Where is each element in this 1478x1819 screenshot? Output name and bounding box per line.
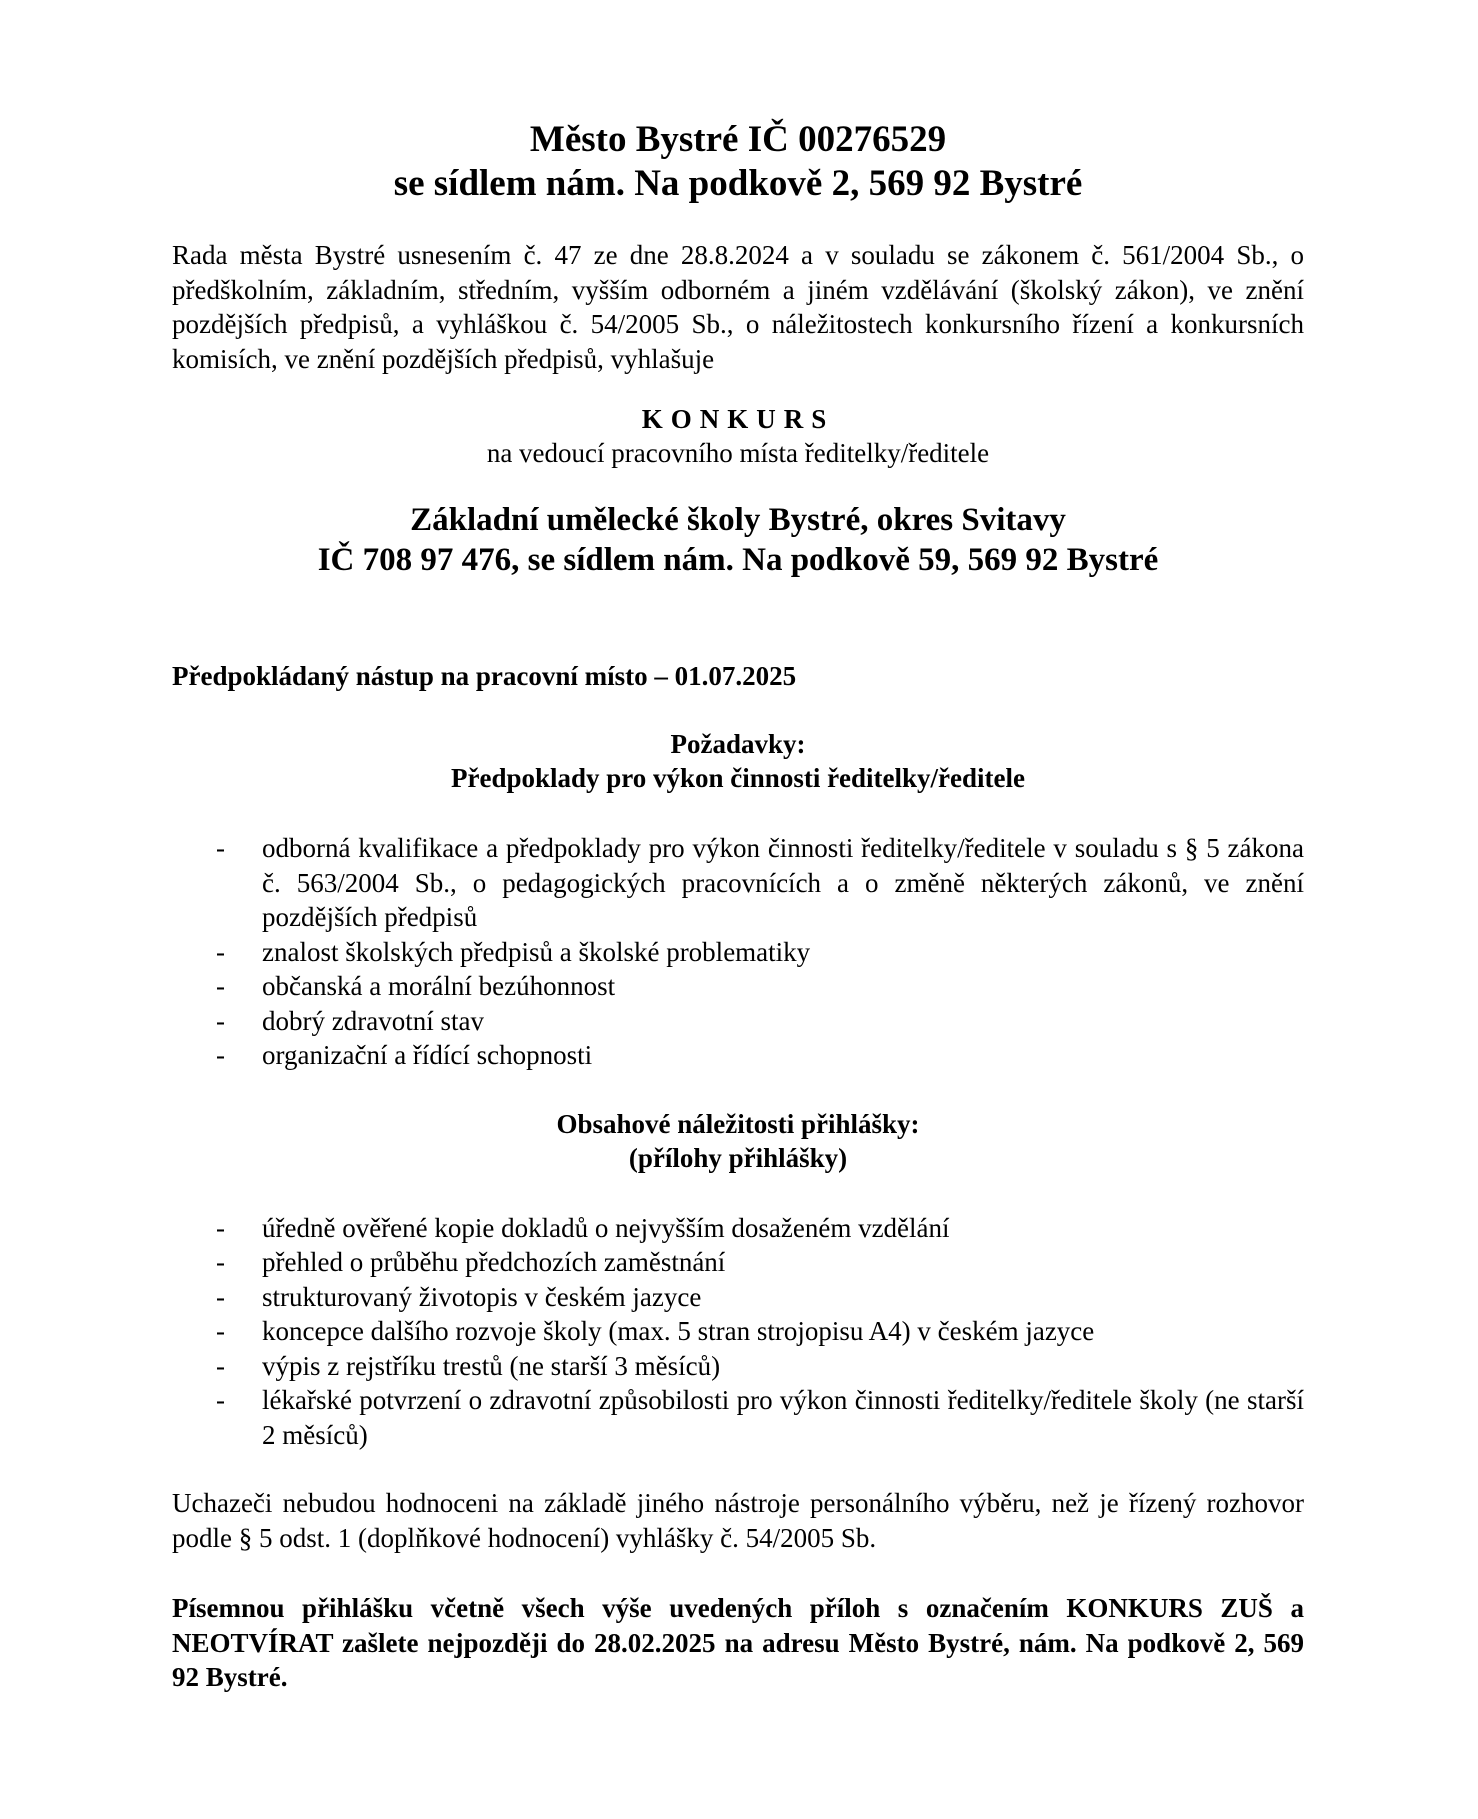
list-item: - občanská a morální bezúhonnost [172, 969, 1304, 1004]
requirements-heading-2: Předpoklady pro výkon činnosti ředitelky/ředitele [450, 763, 1025, 793]
bullet-dash: - [216, 1350, 225, 1381]
attachments-list [172, 1211, 1304, 1453]
konkurs-subtitle: na vedoucí pracovního místa ředitelky/ředitele [486, 438, 990, 468]
list-item: - výpis z rejstříku trestů (ne starší 3 měsíců) [172, 1349, 1304, 1384]
bullet-dash: - [216, 1005, 225, 1036]
school-name [172, 500, 1304, 580]
bullet-dash: - [216, 1281, 225, 1312]
list-item: - dobrý zdravotní stav [172, 1004, 1304, 1039]
title-line-1: Město Bystré IČ 00276529 [529, 119, 947, 160]
evaluation-paragraph: Uchazeči nebudou hodnoceni na základě jiného nástroje personálního výběru, než je řízený rozhovor podle § 5 odst. 1 (doplňkové hodnocení) vyhlášky č. 54/2005 Sb. [172, 1488, 1304, 1553]
attachments-heading [172, 1107, 1304, 1175]
requirements-heading [172, 727, 1304, 795]
bullet-dash: - [216, 1212, 225, 1243]
list-item: - organizační a řídící schopnosti [172, 1038, 1304, 1073]
requirements-heading-1: Požadavky: [670, 729, 806, 759]
attachments-heading-1: Obsahové náležitosti přihlášky: [556, 1108, 920, 1139]
list-item: - lékařské potvrzení o zdravotní způsobilosti pro výkon činnosti ředitelky/ředitele školy (ne starší 2 měsíců) [216, 1385, 1304, 1450]
list-item: - úředně ověřené kopie dokladů o nejvyšším dosaženém vzdělání [172, 1211, 1304, 1246]
bullet-dash: - [216, 1316, 225, 1346]
bullet-dash: - [216, 1385, 225, 1415]
requirements-list [172, 831, 1304, 1073]
school-line-2: IČ 708 97 476, se sídlem nám. Na podkově 59, 569 92 Bystré [317, 542, 1159, 578]
bullet-dash: - [216, 936, 225, 967]
intro-paragraph: Rada města Bystré usnesením č. 47 ze dne 28.8.2024 a v souladu se zákonem č. 561/2004 Sb., o předškolním, základním, středním, vyšším odborném a jiném vzdělávání (školský zákon), ve znění pozdějších předpisů, a vyhláškou č. 54/2005 Sb., o náležitostech konkursního řízení a konkursních komisích, ve znění pozdějších předpisů, vyhlašuje [172, 240, 1304, 374]
list-item: - znalost školských předpisů a školské problematiky [172, 935, 1304, 970]
bullet-dash: - [216, 833, 225, 863]
title-line-2: se sídlem nám. Na podkově 2, 569 92 Bystré [393, 163, 1083, 204]
bullet-dash: - [216, 1247, 225, 1277]
list-item: - strukturovaný životopis v českém jazyce [172, 1280, 1304, 1315]
attachments-heading-2: (přílohy přihlášky) [628, 1142, 848, 1173]
bullet-dash: - [216, 971, 225, 1001]
document-title [172, 118, 1304, 206]
bullet-dash: - [216, 1040, 225, 1070]
list-item: - koncepce dalšího rozvoje školy (max. 5 stran strojopisu A4) v českém jazyce [172, 1314, 1304, 1349]
konkurs-heading: KONKURS [641, 404, 835, 434]
list-item: - odborná kvalifikace a předpoklady pro výkon činnosti ředitelky/ředitele v souladu s § 5 zákona č. 563/2004 Sb., o pedagogických pracovnících a o změně některých zákonů, ve znění pozdějších předpisů [216, 833, 1304, 932]
submission-paragraph: Písemnou přihlášku včetně všech výše uvedených příloh s označením KONKURS ZUŠ a NEOTVÍRAT zašlete nejpozději do 28.02.2025 na adresu Město Bystré, nám. Na podkově 2, 569 92 Bystré. [172, 1593, 1304, 1692]
document-page [172, 118, 1304, 1695]
list-item: - přehled o průběhu předchozích zaměstnání [172, 1245, 1304, 1280]
school-line-1: Základní umělecké školy Bystré, okres Svitavy [410, 502, 1066, 538]
start-date: Předpokládaný nástup na pracovní místo – 01.07.2025 [172, 661, 797, 691]
